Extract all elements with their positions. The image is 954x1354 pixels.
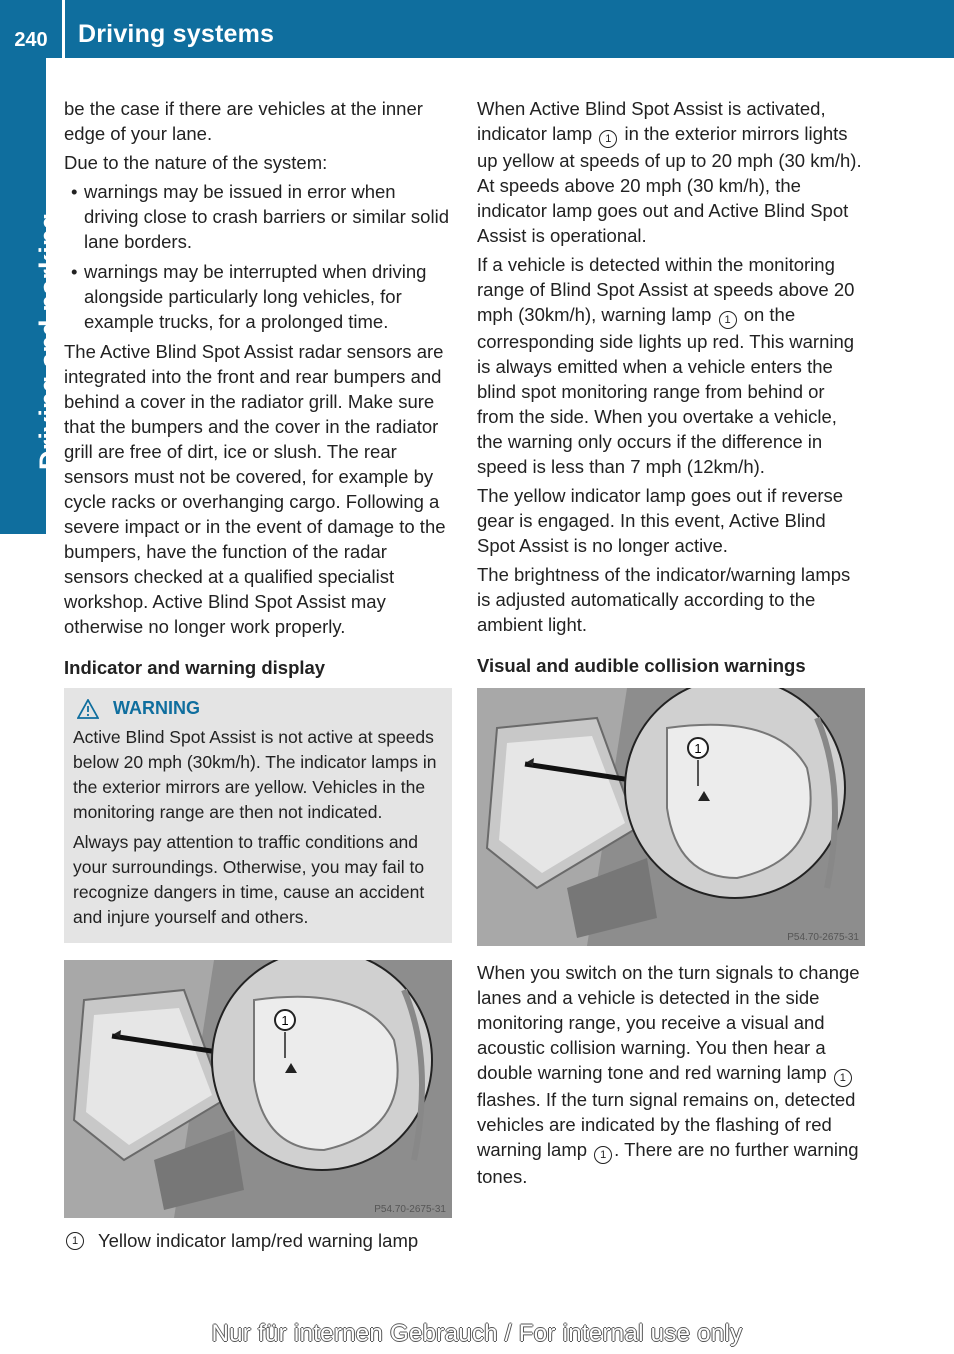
mirror-illustration-svg (477, 688, 865, 946)
section-title: Driving systems (78, 20, 275, 48)
bullet-list (64, 179, 452, 334)
list-item: • warnings may be issued in error when driving close to crash barriers or similar solid lane borders. (64, 179, 452, 254)
text-fragment: When Active Blind Spot Assist is activated, indicator lamp (477, 98, 826, 144)
warning-triangle-icon (77, 699, 99, 719)
side-chapter-label: Driving and parking (34, 212, 64, 470)
text-fragment: in the exterior mirrors lights up yellow at speeds of up to 20 mph (30 km/h). At speeds above 20 mph (30 km/h), the indicator lamp goes out and Active Blind Spot Assist is operational. (477, 123, 862, 246)
paragraph: The brightness of the indicator/warning lamps is adjusted automatically according to the ambient light. (477, 564, 851, 635)
figure-code: P54.70-2675-31 (787, 932, 859, 943)
figure-callout-number: 1 (694, 741, 702, 756)
warning-text: Always pay attention to traffic conditions and your surroundings. Otherwise, you may fail to recognize dangers in time, cause an accident and injure yourself and others. (73, 832, 425, 927)
paragraph: The yellow indicator lamp goes out if reverse gear is engaged. In this event, Active Blind Spot Assist is no longer active. (477, 485, 844, 556)
paragraph: be the case if there are vehicles at the inner edge of your lane. (64, 98, 423, 144)
section-heading: Indicator and warning display (64, 657, 326, 678)
warning-text: Active Blind Spot Assist is not active at speeds below 20 mph (30km/h). The indicator lamps in the exterior mirrors are yellow. Vehicles in the monitoring range are then not indicated. (73, 727, 437, 822)
right-column (477, 96, 865, 1193)
page-header (0, 0, 954, 58)
warning-title: WARNING (113, 698, 200, 718)
list-item: • warnings may be interrupted when driving alongside particularly long vehicles, for example trucks, for a prolonged time. (64, 259, 452, 334)
callout-number-icon: 1 (719, 311, 737, 329)
mirror-illustration (477, 688, 865, 946)
figure-callout-number: 1 (281, 1013, 289, 1028)
paragraph: Due to the nature of the system: (64, 152, 328, 173)
text-fragment: When you switch on the turn signals to change lanes and a vehicle is detected in the side monitoring range, you receive a visual and acoustic collision warning. You then hear a double warning tone and red warning lamp (477, 962, 860, 1083)
mirror-illustration (64, 960, 452, 1218)
callout-number-icon: 1 (66, 1232, 84, 1250)
page-number: 240 (14, 29, 48, 51)
paragraph (477, 960, 865, 1189)
text-fragment: If a vehicle is detected within the monitoring range of Blind Spot Assist at speeds above 20 mph (30km/h), warning lamp (477, 254, 855, 325)
callout-number-icon: 1 (594, 1146, 612, 1164)
mirror-illustration-svg (64, 960, 452, 1218)
warning-header (73, 696, 443, 721)
text-fragment: flashes. If the turn signal remains on, detected vehicles are indicated by the flashing of red warning lamp (477, 1089, 856, 1160)
footer-watermark: Nur für internen Gebrauch / For internal use only (211, 1320, 743, 1347)
callout-number-icon: 1 (599, 130, 617, 148)
figure-code: P54.70-2675-31 (374, 1204, 446, 1215)
paragraph (477, 252, 865, 479)
caption-text: Yellow indicator lamp/red warning lamp (98, 1230, 419, 1251)
figure-caption (64, 1228, 452, 1253)
header-divider (62, 0, 65, 58)
text-fragment: on the corresponding side lights up red. This warning is always emitted when a vehicle enters the blind spot monitoring range from behind or from the side. When you overtake a vehicle, the warning only occurs if the difference in speed is less than 7 mph (12km/h). (477, 304, 855, 477)
paragraph: The Active Blind Spot Assist radar sensors are integrated into the front and rear bumpers and behind a cover in the radiator grill. Make sure that the bumpers and the cover in the radiator grill are free of dirt, ice or slush. The rear sensors must not be covered, for example by cycle racks or overhanging cargo. Following a severe impact or in the event of damage to the bumpers, have the function of the radar sensors checked at a qualified specialist workshop. Active Blind Spot Assist may otherwise no longer work properly. (64, 341, 446, 637)
left-column (64, 96, 452, 1253)
warning-box (64, 688, 452, 943)
section-heading: Visual and audible collision warnings (477, 655, 806, 676)
paragraph (477, 96, 865, 248)
text-fragment: . There are no further warning tones. (477, 1139, 859, 1187)
callout-number-icon: 1 (834, 1069, 852, 1087)
